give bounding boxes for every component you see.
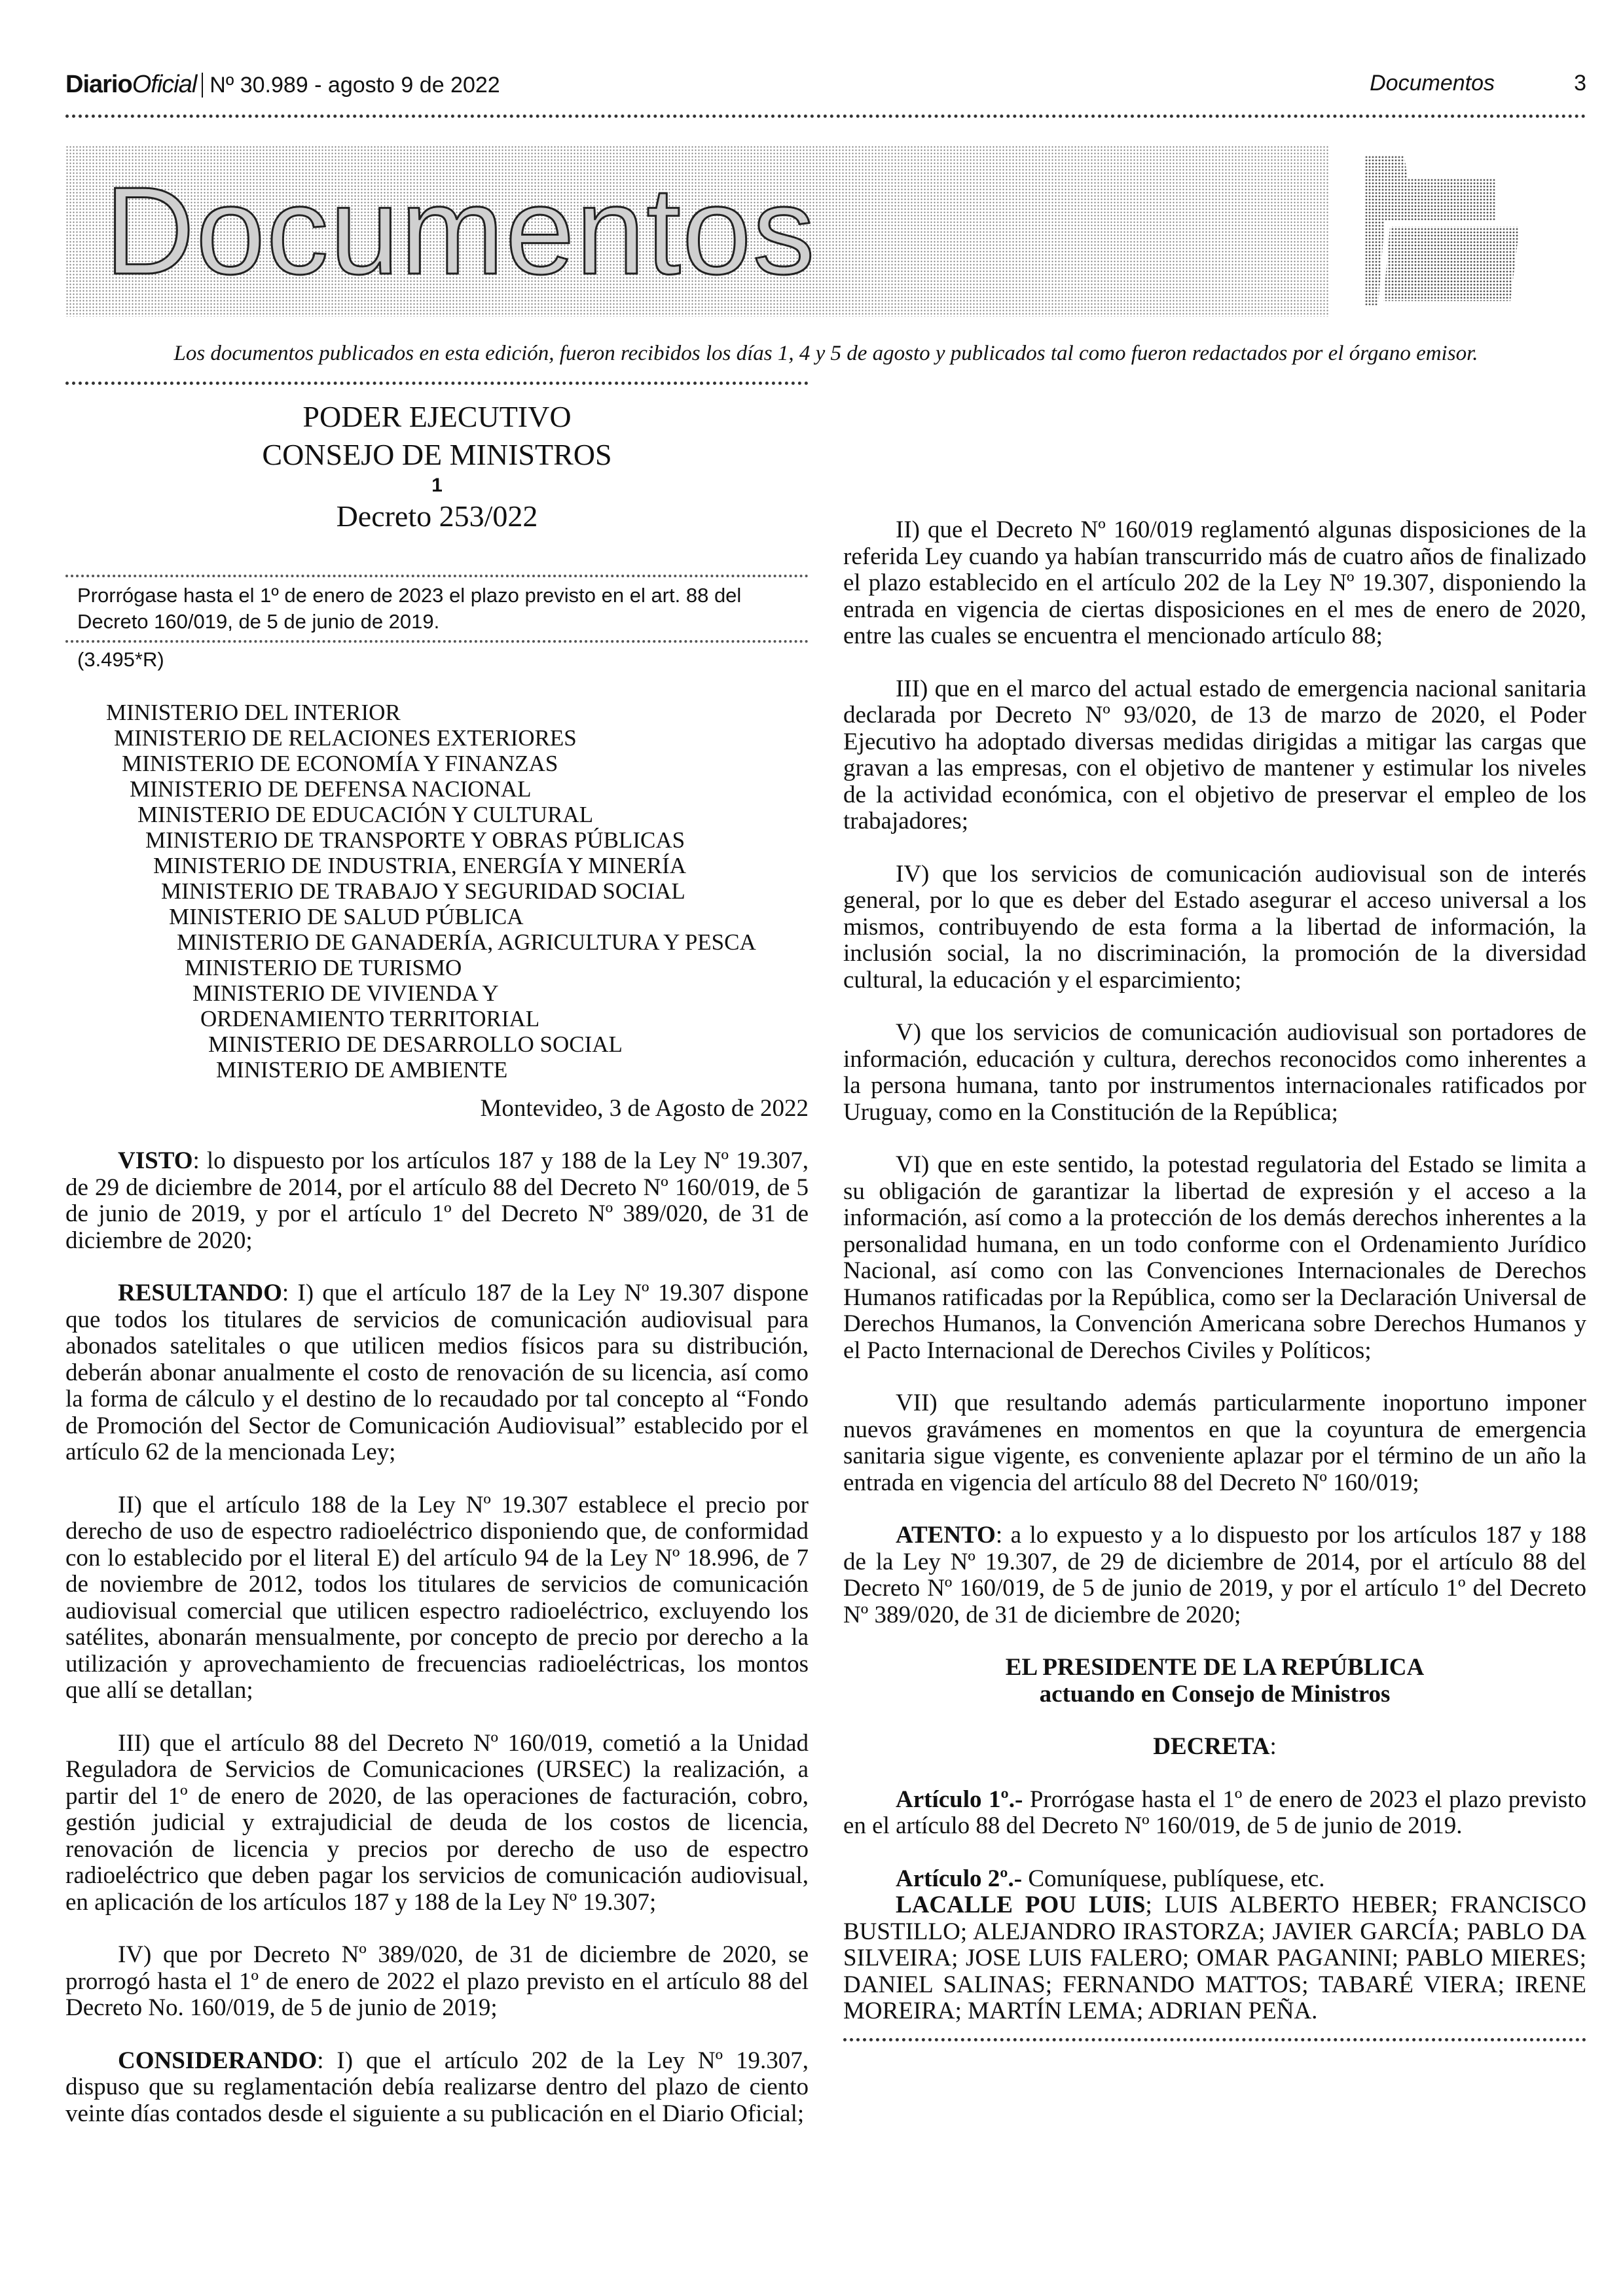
folder-icon [1359,149,1529,313]
considerando-paragraph: VI) que en este sentido, la potestad regulatoria del Estado se limita a su obligación de garantizar la libertad de expresión y el acceso a la información, así como a la protección de los demás derechos inherentes a la personalidad humana, en un todo conforme con el Ordenamiento Jurídico Nacional, así como con las Convenciones Internacionales de Derechos Humanos ratificadas por la República, como ser la Declaración Universal de Derechos Humanos, la Convención Americana sobre Derechos Humanos y el Pacto Internacional de Derechos Civiles y Políticos; [843,1151,1586,1364]
considerando-paragraph: IV) que los servicios de comunicación audiovisual son de interés general, por lo que es deber del Estado asegurar el acceso universal a los mismos, contribuyendo de esta forma a la libertad de información, la inclusión social, la no discriminación, la promoción de la diversidad cultural, la educación y el esparcimiento; [843,860,1586,994]
decree-title: Decreto 253/022 [336,499,538,533]
place-date: Montevideo, 3 de Agosto de 2022 [480,1094,809,1122]
atento-paragraph [843,1522,1586,1628]
banner-title: Documentos [105,162,816,300]
article-2-label: Artículo 2º.- [896,1865,1023,1892]
resultando-text: : I) que el artículo 187 de la Ley Nº 19.307 dispone que todos los titulares de servicios de comunicación audiovisual para abonados satelitales o que utilicen medios físicos para su distribución, deberán abonar anualmente el costo de renovación de su licencia, así como la forma de cálculo y el destino de lo recaudado por tal concepto al “Fondo de Promoción del Sector de Comunicación Audiovisual” establecido por el artículo 62 de la mencionada Ley; [65,1280,809,1465]
article-1-text: Prorrógase hasta el 1º de enero de 2023 el plazo previsto en el artículo 88 del Decreto Nº 160/019, de 5 de junio de 2019. [843,1785,1586,1839]
ministry: MINISTERIO DE SALUD PÚBLICA [169,903,524,929]
page-number: 3 [1574,71,1586,96]
masthead-logo [65,71,196,98]
ministries-list [65,700,809,1083]
ministry: MINISTERIO DE TRABAJO Y SEGURIDAD SOCIAL [161,878,685,904]
ministry: MINISTERIO DE TRANSPORTE Y OBRAS PÚBLICAS [145,827,685,853]
resultando-label: RESULTANDO [118,1280,282,1306]
authority: PODER EJECUTIVO [302,400,572,433]
article-2-text: Comuníquese, publíquese, etc. [1022,1865,1325,1892]
left-column [65,385,809,2153]
article-1 [843,1787,1586,1840]
issue-info: Nº 30.989 - agosto 9 de 2022 [202,73,500,98]
considerando-paragraph: II) que el Decreto Nº 160/019 reglamentó algunas disposiciones de la referida Ley cuando ya habían transcurrido más de cuatro años de finalizado el plazo establecido en el artículo 202 de la Ley Nº 19.307, disponiendo la entrada en vigencia de ciertas disposiciones en el mes de enero de 2020, entre las cuales se encuentra el mencionado artículo 88; [843,516,1586,649]
section-name: Documentos [1370,71,1495,96]
president-heading: EL PRESIDENTE DE LA REPÚBLICA [1005,1654,1425,1681]
considerando-label: CONSIDERANDO [118,2047,318,2074]
article-2 [843,1866,1586,1893]
atento-text: : a lo expuesto y a lo dispuesto por los artículos 187 y 188 de la Ley Nº 19.307, de 29 de diciembre de 2014, por el artículo 88 del Decreto Nº 160/019, de 5 de junio de 2019, y por el artículo 1º del Decreto Nº 389/020, de 31 de diciembre de 2020; [843,1522,1586,1628]
lead-signer: LACALLE POU LUIS [896,1892,1146,1918]
resultando-paragraph [65,1280,809,1466]
visto-paragraph [65,1148,809,1254]
brand-italic: Oficial [132,71,197,98]
ministry: MINISTERIO DE ECONOMÍA Y FINANZAS [122,750,558,776]
visto-label: VISTO [118,1147,193,1174]
reference-code: (3.495*R) [77,648,164,671]
signatories [843,1892,1586,2025]
ministry: MINISTERIO DE EDUCACIÓN Y CULTURAL [137,801,594,827]
resultando-paragraph: II) que el artículo 188 de la Ley Nº 19.307 establece el precio por derecho de uso de espectro radioeléctrico disponiendo que, de conformidad con lo establecido por el literal E) del artículo 94 de la Ley Nº 18.996, de 7 de noviembre de 2012, todos los titulares de servicios de comunicación audiovisual comercial que utilicen espectro radioeléctrico, excluyendo los satélites, abonarán mensualmente, por concepto de precio por derecho a la utilización y aprovechamiento de frecuencias radioeléctricas, los montos que allí se detallan; [65,1491,809,1704]
atento-label: ATENTO [896,1522,996,1549]
acting-heading: actuando en Consejo de Ministros [1039,1680,1391,1708]
ministry: ORDENAMIENTO TERRITORIAL [200,1005,540,1031]
page-header [65,71,1586,110]
ministry: MINISTERIO DE DESARROLLO SOCIAL [208,1031,623,1057]
decreta-label: DECRETA [1153,1733,1270,1760]
resultando-paragraph: III) que el artículo 88 del Decreto Nº 160/019, cometió a la Unidad Reguladora de Servicios de Comunicaciones (URSEC) la realización, a partir del 1º de enero de 2020, de las operaciones de facturación, cobro, gestión judicial y extrajudicial de deuda de los costos de licencia, renovación de licencia y precios por derecho de uso de espectro radioeléctrico que deben pagar los servicios de comunicación audiovisual, en aplicación de los artículos 187 y 188 de la Ley Nº 19.307; [65,1729,809,1916]
decreta-colon: : [1269,1733,1277,1760]
ministry: MINISTERIO DE AMBIENTE [216,1056,508,1083]
considerando-paragraph [65,2048,809,2128]
section-banner [65,145,1329,317]
ministry: MINISTERIO DE DEFENSA NACIONAL [130,776,532,802]
ministry: MINISTERIO DE RELACIONES EXTERIORES [114,725,577,751]
header-divider [65,115,1586,118]
end-divider [843,2038,1586,2041]
decree-summary: Prorrógase hasta el 1º de enero de 2023 el plazo previsto en el art. 88 del Decreto 160/019, de 5 de junio de 2019. [65,575,809,643]
brand-bold: Diario [65,71,132,98]
right-column [843,367,1586,2041]
ministry: MINISTERIO DE TURISMO [185,954,462,980]
edition-note: Los documentos publicados en esta edición, fueron recibidos los días 1, 4 y 5 de agosto y publicados tal como fueron redactados por el órgano emisor. [173,342,1478,365]
document-number: 1 [431,475,443,496]
ministry: MINISTERIO DE VIVIENDA Y [192,980,499,1006]
considerando-paragraph: V) que los servicios de comunicación audiovisual son portadores de información, educación y cultura, derechos reconocidos como inherentes a la persona humana, tanto por instrumentos internacionales ratificados por Uruguay, como en la Constitución de la República; [843,1019,1586,1126]
visto-text: : lo dispuesto por los artículos 187 y 188 de la Ley Nº 19.307, de 29 de diciembre de 2014, por el artículo 88 del Decreto Nº 160/019, de 5 de junio de 2019, y por el artículo 1º del Decreto Nº 389/020, de 31 de diciembre de 2020; [65,1147,809,1254]
decreta-heading [843,1734,1586,1761]
resultando-paragraph: IV) que por Decreto Nº 389/020, de 31 de diciembre de 2020, se prorrogó hasta el 1º de enero de 2022 el plazo previsto en el artículo 88 del Decreto No. 160/019, de 5 de junio de 2019; [65,1941,809,2021]
issuing-body: CONSEJO DE MINISTROS [262,438,612,471]
considerando-paragraph: VII) que resultando además particularmente inoportuno imponer nuevos gravámenes en momentos en que la coyuntura de emergencia sanitaria sigue vigente, es conveniente aplazar por el término de un año la entrada en vigencia del artículo 88 del Decreto Nº 160/019; [843,1390,1586,1496]
considerando-paragraph: III) que en el marco del actual estado de emergencia nacional sanitaria declarada por Decreto Nº 93/020, de 13 de marzo de 2020, el Poder Ejecutivo ha adoptado diversas medidas dirigidas a mitigar las cargas que gravan a las empresas, con el objetivo de mantener y estimular los niveles de la actividad económica, con el objetivo de preservar el empleo de los trabajadores; [843,675,1586,834]
considerando-text: : I) que el artículo 202 de la Ley Nº 19.307, dispuso que su reglamentación debía realizarse dentro del plazo de ciento veinte días contados desde el siguiente a su publicación en el Diario Oficial; [65,2047,809,2127]
other-signers: ; LUIS ALBERTO HEBER; FRANCISCO BUSTILLO; ALEJANDRO IRASTORZA; JAVIER GARCÍA; PABLO DA SILVEIRA; JOSE LUIS FALERO; OMAR PAGANINI; PABLO MIERES; DANIEL SALINAS; FERNANDO MATTOS; TABARÉ VIERA; IRENE MOREIRA; MARTÍN LEMA; ADRIAN PEÑA. [843,1892,1586,2024]
ministry: MINISTERIO DE INDUSTRIA, ENERGÍA Y MINERÍA [153,852,687,878]
ministry: MINISTERIO DE GANADERÍA, AGRICULTURA Y PESCA [177,929,756,955]
ministry: MINISTERIO DEL INTERIOR [106,699,401,725]
article-1-label: Artículo 1º.- [896,1785,1023,1813]
